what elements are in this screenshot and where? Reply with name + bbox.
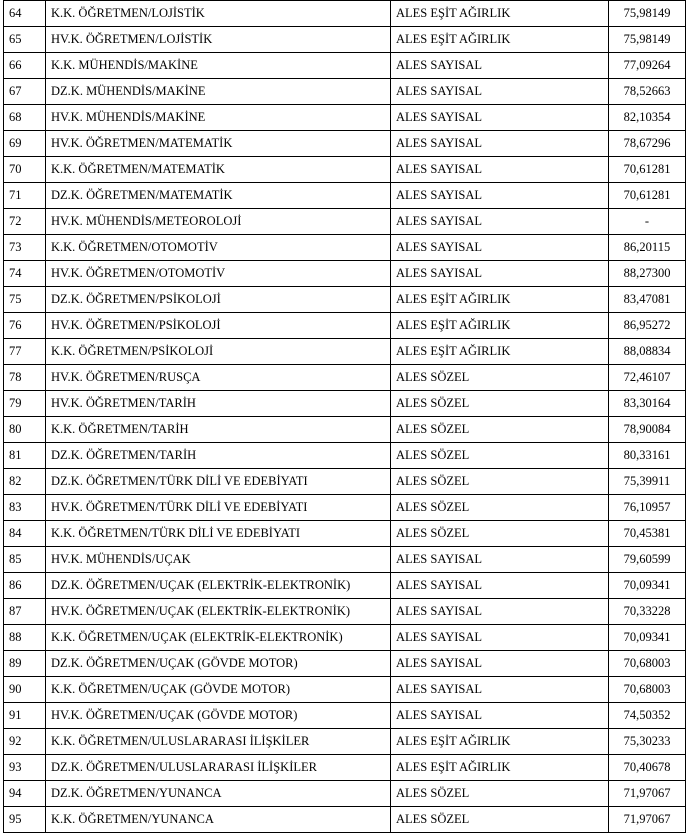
table-row <box>4 703 686 729</box>
table-row <box>4 1 686 27</box>
program-name: K.K. ÖĞRETMEN/LOJİSTİK <box>46 1 391 27</box>
score-type: ALES EŞİT AĞIRLIK <box>391 339 609 365</box>
program-name: K.K. ÖĞRETMEN/TÜRK DİLİ VE EDEBİYATI <box>46 521 391 547</box>
score-type: ALES EŞİT AĞIRLIK <box>391 1 609 27</box>
score-type: ALES EŞİT AĞIRLIK <box>391 287 609 313</box>
table-row <box>4 157 686 183</box>
row-number: 68 <box>4 105 46 131</box>
program-name: HV.K. ÖĞRETMEN/RUSÇA <box>46 365 391 391</box>
min-score: 78,52663 <box>609 79 686 105</box>
min-score: 82,10354 <box>609 105 686 131</box>
score-type: ALES SAYISAL <box>391 105 609 131</box>
table-row <box>4 547 686 573</box>
score-type: ALES EŞİT AĞIRLIK <box>391 27 609 53</box>
program-name: DZ.K. ÖĞRETMEN/ULUSLARARASI İLİŞKİLER <box>46 755 391 781</box>
table-row <box>4 573 686 599</box>
min-score: 71,97067 <box>609 807 686 833</box>
table-row <box>4 677 686 703</box>
table-row <box>4 53 686 79</box>
min-score: 80,33161 <box>609 443 686 469</box>
table-row <box>4 651 686 677</box>
program-name: DZ.K. ÖĞRETMEN/UÇAK (ELEKTRİK-ELEKTRONİK) <box>46 573 391 599</box>
table-row <box>4 521 686 547</box>
min-score: 70,68003 <box>609 677 686 703</box>
row-number: 72 <box>4 209 46 235</box>
program-name: K.K. MÜHENDİS/MAKİNE <box>46 53 391 79</box>
program-name: HV.K. MÜHENDİS/MAKİNE <box>46 105 391 131</box>
program-name: HV.K. ÖĞRETMEN/TARİH <box>46 391 391 417</box>
row-number: 76 <box>4 313 46 339</box>
row-number: 71 <box>4 183 46 209</box>
score-type: ALES SÖZEL <box>391 469 609 495</box>
table-row <box>4 443 686 469</box>
table-row <box>4 27 686 53</box>
program-name: HV.K. ÖĞRETMEN/OTOMOTİV <box>46 261 391 287</box>
row-number: 64 <box>4 1 46 27</box>
table-row <box>4 261 686 287</box>
program-name: K.K. ÖĞRETMEN/YUNANCA <box>46 807 391 833</box>
score-type: ALES SAYISAL <box>391 53 609 79</box>
program-name: HV.K. ÖĞRETMEN/UÇAK (GÖVDE MOTOR) <box>46 703 391 729</box>
min-score: 70,09341 <box>609 573 686 599</box>
program-name: DZ.K. ÖĞRETMEN/UÇAK (GÖVDE MOTOR) <box>46 651 391 677</box>
row-number: 81 <box>4 443 46 469</box>
row-number: 70 <box>4 157 46 183</box>
row-number: 77 <box>4 339 46 365</box>
min-score: 70,61281 <box>609 157 686 183</box>
score-type: ALES SAYISAL <box>391 79 609 105</box>
table-row <box>4 495 686 521</box>
program-name: HV.K. MÜHENDİS/UÇAK <box>46 547 391 573</box>
program-name: HV.K. ÖĞRETMEN/MATEMATİK <box>46 131 391 157</box>
min-score: 86,95272 <box>609 313 686 339</box>
min-score: 70,33228 <box>609 599 686 625</box>
row-number: 85 <box>4 547 46 573</box>
score-type: ALES SAYISAL <box>391 157 609 183</box>
score-type: ALES SÖZEL <box>391 443 609 469</box>
program-name: HV.K. ÖĞRETMEN/UÇAK (ELEKTRİK-ELEKTRONİK) <box>46 599 391 625</box>
score-table <box>3 0 686 833</box>
program-name: HV.K. MÜHENDİS/METEOROLOJİ <box>46 209 391 235</box>
row-number: 74 <box>4 261 46 287</box>
score-type: ALES SAYISAL <box>391 261 609 287</box>
row-number: 87 <box>4 599 46 625</box>
row-number: 95 <box>4 807 46 833</box>
min-score: 86,20115 <box>609 235 686 261</box>
score-type: ALES EŞİT AĞIRLIK <box>391 313 609 339</box>
table-row <box>4 781 686 807</box>
score-type: ALES SÖZEL <box>391 417 609 443</box>
table-row <box>4 79 686 105</box>
min-score: 78,90084 <box>609 417 686 443</box>
min-score: 74,50352 <box>609 703 686 729</box>
table-row <box>4 313 686 339</box>
table-row <box>4 729 686 755</box>
row-number: 73 <box>4 235 46 261</box>
row-number: 93 <box>4 755 46 781</box>
min-score: 75,39911 <box>609 469 686 495</box>
program-name: K.K. ÖĞRETMEN/OTOMOTİV <box>46 235 391 261</box>
min-score: - <box>609 209 686 235</box>
program-name: HV.K. ÖĞRETMEN/TÜRK DİLİ VE EDEBİYATI <box>46 495 391 521</box>
row-number: 92 <box>4 729 46 755</box>
program-name: HV.K. ÖĞRETMEN/LOJİSTİK <box>46 27 391 53</box>
row-number: 65 <box>4 27 46 53</box>
table-row <box>4 365 686 391</box>
table-row <box>4 417 686 443</box>
row-number: 82 <box>4 469 46 495</box>
table-row <box>4 105 686 131</box>
min-score: 75,98149 <box>609 1 686 27</box>
row-number: 84 <box>4 521 46 547</box>
min-score: 70,40678 <box>609 755 686 781</box>
table-row <box>4 287 686 313</box>
program-name: DZ.K. ÖĞRETMEN/PSİKOLOJİ <box>46 287 391 313</box>
min-score: 76,10957 <box>609 495 686 521</box>
row-number: 66 <box>4 53 46 79</box>
program-name: K.K. ÖĞRETMEN/UÇAK (ELEKTRİK-ELEKTRONİK) <box>46 625 391 651</box>
score-type: ALES SAYISAL <box>391 703 609 729</box>
score-type: ALES SAYISAL <box>391 573 609 599</box>
min-score: 70,45381 <box>609 521 686 547</box>
program-name: K.K. ÖĞRETMEN/ULUSLARARASI İLİŞKİLER <box>46 729 391 755</box>
min-score: 88,08834 <box>609 339 686 365</box>
row-number: 88 <box>4 625 46 651</box>
min-score: 78,67296 <box>609 131 686 157</box>
table-row <box>4 209 686 235</box>
row-number: 69 <box>4 131 46 157</box>
score-type: ALES SAYISAL <box>391 131 609 157</box>
program-name: DZ.K. ÖĞRETMEN/YUNANCA <box>46 781 391 807</box>
min-score: 70,09341 <box>609 625 686 651</box>
score-type: ALES SAYISAL <box>391 651 609 677</box>
program-name: DZ.K. ÖĞRETMEN/TARİH <box>46 443 391 469</box>
score-type: ALES EŞİT AĞIRLIK <box>391 755 609 781</box>
table-row <box>4 469 686 495</box>
score-type: ALES SÖZEL <box>391 495 609 521</box>
row-number: 86 <box>4 573 46 599</box>
row-number: 83 <box>4 495 46 521</box>
score-type: ALES SAYISAL <box>391 677 609 703</box>
table-row <box>4 599 686 625</box>
table-row <box>4 183 686 209</box>
row-number: 80 <box>4 417 46 443</box>
min-score: 70,61281 <box>609 183 686 209</box>
row-number: 79 <box>4 391 46 417</box>
score-type: ALES SÖZEL <box>391 521 609 547</box>
score-type: ALES SAYISAL <box>391 547 609 573</box>
min-score: 88,27300 <box>609 261 686 287</box>
min-score: 71,97067 <box>609 781 686 807</box>
min-score: 79,60599 <box>609 547 686 573</box>
row-number: 91 <box>4 703 46 729</box>
program-name: DZ.K. ÖĞRETMEN/TÜRK DİLİ VE EDEBİYATI <box>46 469 391 495</box>
score-type: ALES SAYISAL <box>391 209 609 235</box>
score-type: ALES SAYISAL <box>391 599 609 625</box>
min-score: 72,46107 <box>609 365 686 391</box>
min-score: 77,09264 <box>609 53 686 79</box>
min-score: 75,30233 <box>609 729 686 755</box>
table-row <box>4 391 686 417</box>
min-score: 83,47081 <box>609 287 686 313</box>
table-row <box>4 235 686 261</box>
program-name: K.K. ÖĞRETMEN/PSİKOLOJİ <box>46 339 391 365</box>
program-name: K.K. ÖĞRETMEN/TARİH <box>46 417 391 443</box>
program-name: K.K. ÖĞRETMEN/UÇAK (GÖVDE MOTOR) <box>46 677 391 703</box>
score-type: ALES SÖZEL <box>391 365 609 391</box>
program-name: DZ.K. ÖĞRETMEN/MATEMATİK <box>46 183 391 209</box>
score-type: ALES EŞİT AĞIRLIK <box>391 729 609 755</box>
program-name: DZ.K. MÜHENDİS/MAKİNE <box>46 79 391 105</box>
min-score: 75,98149 <box>609 27 686 53</box>
table-row <box>4 807 686 833</box>
row-number: 89 <box>4 651 46 677</box>
table-row <box>4 625 686 651</box>
score-type: ALES SAYISAL <box>391 235 609 261</box>
row-number: 90 <box>4 677 46 703</box>
row-number: 75 <box>4 287 46 313</box>
min-score: 70,68003 <box>609 651 686 677</box>
program-name: K.K. ÖĞRETMEN/MATEMATİK <box>46 157 391 183</box>
table-row <box>4 755 686 781</box>
score-type: ALES SÖZEL <box>391 807 609 833</box>
score-type: ALES SÖZEL <box>391 781 609 807</box>
score-type: ALES SÖZEL <box>391 391 609 417</box>
row-number: 67 <box>4 79 46 105</box>
score-type: ALES SAYISAL <box>391 183 609 209</box>
table-body <box>4 1 686 833</box>
min-score: 83,30164 <box>609 391 686 417</box>
program-name: HV.K. ÖĞRETMEN/PSİKOLOJİ <box>46 313 391 339</box>
table-row <box>4 131 686 157</box>
score-type: ALES SAYISAL <box>391 625 609 651</box>
row-number: 78 <box>4 365 46 391</box>
row-number: 94 <box>4 781 46 807</box>
table-row <box>4 339 686 365</box>
